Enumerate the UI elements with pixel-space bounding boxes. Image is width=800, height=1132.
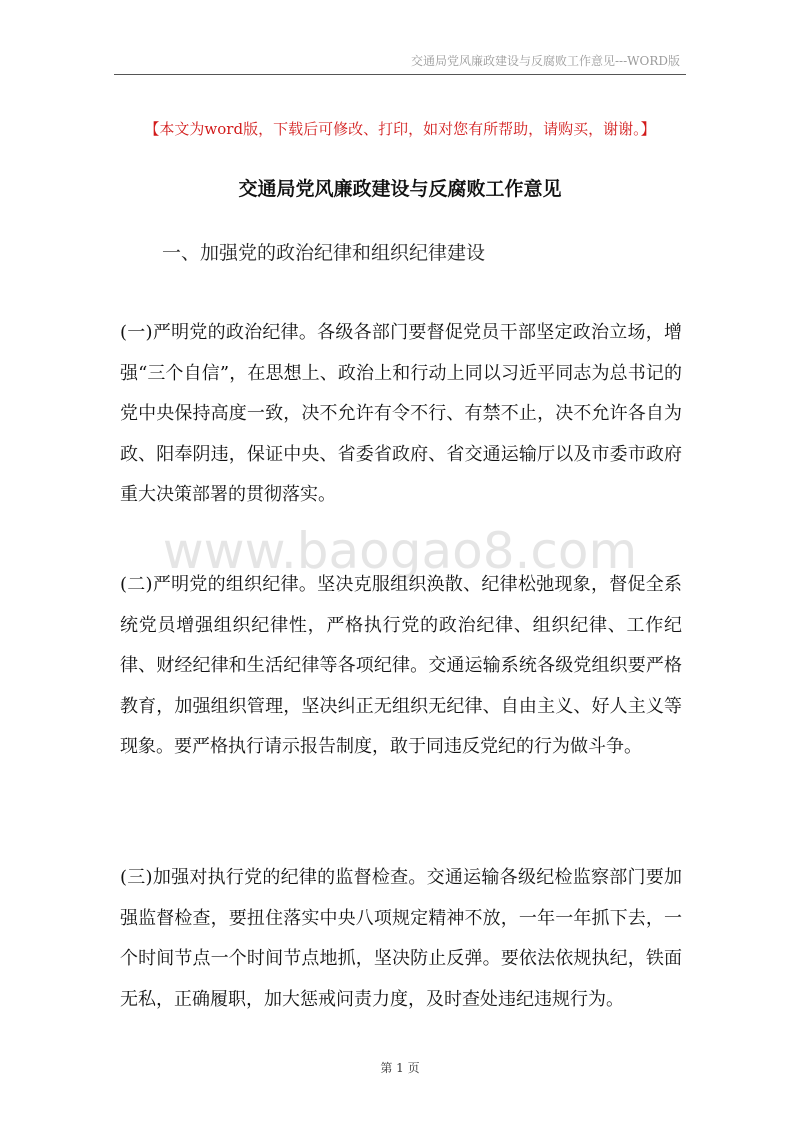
- header-divider: [114, 74, 686, 75]
- purchase-notice: 【本文为word版，下载后可修改、打印，如对您有所帮助，请购买，谢谢。】: [144, 120, 656, 138]
- paragraph-political-discipline: (一)严明党的政治纪律。各级各部门要督促党员干部坚定政治立场，增强“三个自信”，在思想上、政治上和行动上同以习近平同志为总书记的党中央保持高度一致，决不允许有令不行、有禁不止，决不允许各自为政、阳奉阴违，保证中央、省委省政府、省交通运输厅以及市委市政府重大决策部署的贯彻落实。: [120, 322, 682, 505]
- paragraph-organizational-discipline: (二)严明党的组织纪律。坚决克服组织涣散、纪律松弛现象，督促全系统党员增强组织纪律性，严格执行党的政治纪律、组织纪律、工作纪律、财经纪律和生活纪律等各项纪律。交通运输系统各级党组织要严格教育，加强组织管理，坚决纠正无组织无纪律、自由主义、好人主义等现象。要严格执行请示报告制度，敢于同违反党纪的行为做斗争。: [120, 574, 682, 757]
- document-title: 交通局党风廉政建设与反腐败工作意见: [238, 178, 562, 200]
- section-heading: 一、加强党的政治纪律和组织纪律建设: [162, 242, 486, 264]
- running-header: 交通局党风廉政建设与反腐败工作意见---WORD版: [411, 54, 680, 68]
- paragraph-supervision: (三)加强对执行党的纪律的监督检查。交通运输各级纪检监察部门要加强监督检查，要扭住落实中央八项规定精神不放，一年一年抓下去，一个时间节点一个时间节点地抓，坚决防止反弹。要依法依规执纪，铁面无私，正确履职，加大惩戒问责力度，及时查处违纪违规行为。: [120, 867, 682, 1010]
- watermark: www.baogao8.com: [162, 522, 638, 580]
- page-number: 第 1 页: [380, 1061, 420, 1075]
